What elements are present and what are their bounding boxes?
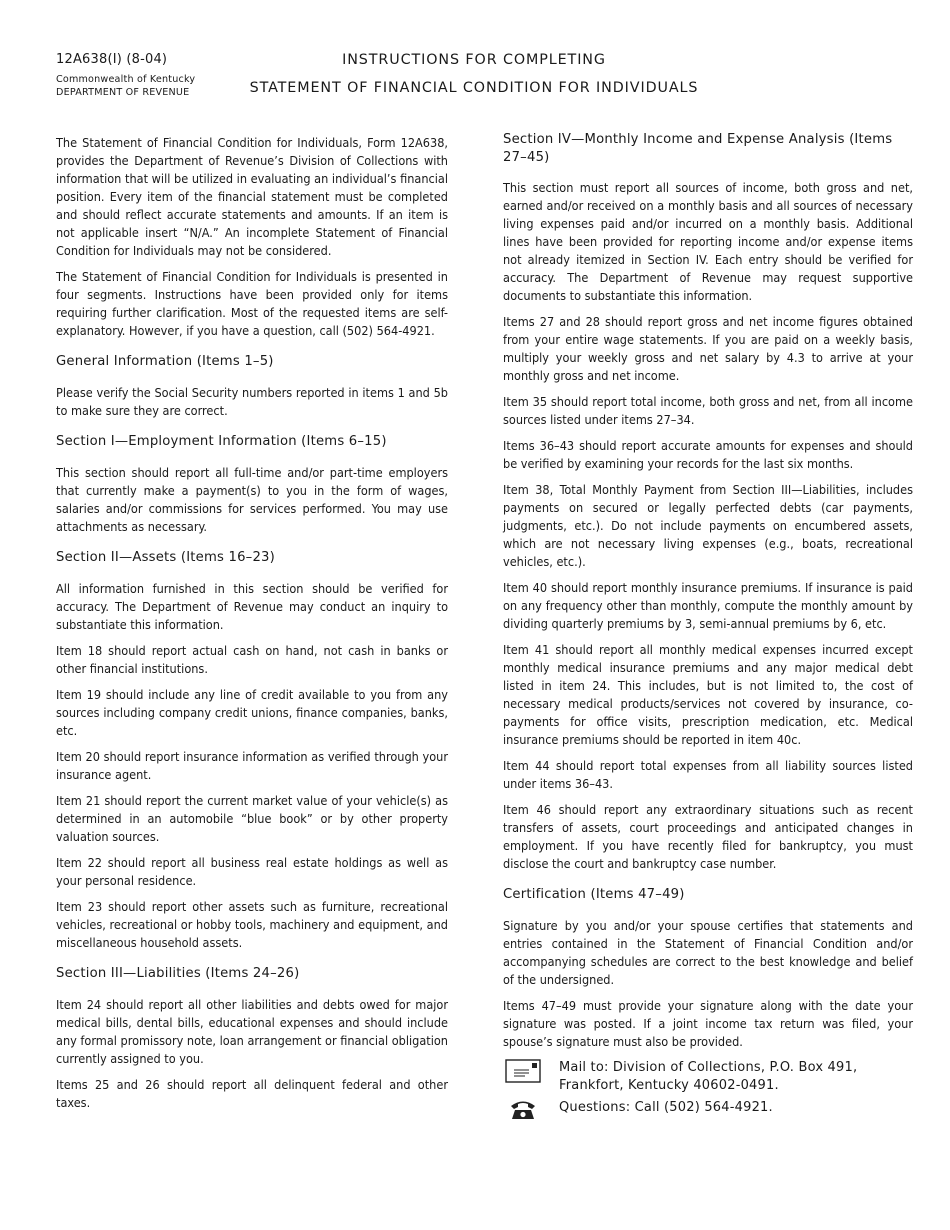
- intro-paragraph-2: The Statement of Financial Condition for Individuals is presented in four segments. Instructions have been provided only for items requiring further clarification. Most of the requested items are self-explanatory. However, if you have a question, call (502) 564-4921.: [56, 269, 448, 338]
- item-41-text: Item 41 should report all monthly medical expenses incurred except monthly medical insurance premiums and any major medical debt listed in item 24. This includes, but is not limited to, the cost of necessary medical products/services not covered by insurance, co-payments for office visits, prescription medication, etc. Medical insurance premiums should be reported in item 40c.: [503, 642, 913, 747]
- item-35-text: Item 35 should report total income, both gross and net, from all income sources listed under items 27–34.: [503, 394, 913, 427]
- page-title-line2: STATEMENT OF FINANCIAL CONDITION FOR INDIVIDUALS: [249, 80, 699, 96]
- mail-to-text: Mail to: Division of Collections, P.O. Box 491, Frankfort, Kentucky 40602-0491.: [559, 1060, 858, 1093]
- left-column: [56, 134, 448, 1120]
- form-header-left: [56, 52, 231, 99]
- item-46-text: Item 46 should report any extraordinary situations such as recent transfers of assets, court proceedings and anticipated changes in employment. If you have recently filed for bankruptcy, you must disclose the court and bankruptcy case number.: [503, 802, 913, 871]
- item-19-text: Item 19 should include any line of credit available to you from any sources including company credit unions, finance companies, banks, etc.: [56, 687, 448, 738]
- general-information-text: Please verify the Social Security numbers reported in items 1 and 5b to make sure they are correct.: [56, 385, 448, 418]
- mail-to-block: [503, 1059, 913, 1095]
- item-38-text: Item 38, Total Monthly Payment from Section III—Liabilities, includes payments on secured or legally perfected debts (car payments, judgments, etc.). Do not include payments on encumbered assets, which are not necessary living expenses (e.g., boats, recreational vehicles, etc.).: [503, 482, 913, 569]
- item-21-text: Item 21 should report the current market value of your vehicle(s) as determined in an automobile “blue book” or by other property valuation sources.: [56, 793, 448, 844]
- section-2-paragraph: All information furnished in this section should be verified for accuracy. The Department of Revenue may conduct an inquiry to substantiate this information.: [56, 581, 448, 632]
- general-information-heading: General Information (Items 1–5): [56, 354, 274, 369]
- item-20-text: Item 20 should report insurance information as verified through your insurance agent.: [56, 749, 448, 782]
- item-24-text: Item 24 should report all other liabilities and debts owed for major medical bills, dental bills, educational expenses and should include any formal promissory note, loan arrangement or financial obligation currently assigned to you.: [56, 997, 448, 1066]
- intro-paragraph-1: The Statement of Financial Condition for Individuals, Form 12A638, provides the Department of Revenue’s Division of Collections with information that will be utilized in evaluating an individual’s financial position. Every item of the financial statement must be completed and should reflect accurate statements and amounts. If an item is not applicable insert “N/A.” An incomplete Statement of Financial Condition for Individuals may not be considered.: [56, 135, 448, 258]
- items-25-26-text: Items 25 and 26 should report all delinquent federal and other taxes.: [56, 1077, 448, 1110]
- agency-department: DEPARTMENT OF REVENUE: [56, 87, 190, 98]
- right-column: [503, 131, 913, 1121]
- questions-block: [503, 1099, 913, 1121]
- agency-state: Commonwealth of Kentucky: [56, 74, 196, 85]
- certification-paragraph-1: Signature by you and/or your spouse certifies that statements and entries contained in the Statement of Financial Condition and/or accompanying schedules are correct to the best knowledge and belief of the undersigned.: [503, 918, 913, 987]
- item-22-text: Item 22 should report all business real estate holdings as well as your personal residence.: [56, 855, 448, 888]
- item-18-text: Item 18 should report actual cash on hand, not cash in banks or other financial institutions.: [56, 643, 448, 676]
- certification-paragraph-2: Items 47–49 must provide your signature along with the date your signature was posted. If a joint income tax return was filed, your spouse’s signature must also be provided.: [503, 998, 913, 1049]
- item-44-text: Item 44 should report total expenses from all liability sources listed under items 36–43.: [503, 758, 913, 791]
- item-40-text: Item 40 should report monthly insurance premiums. If insurance is paid on any frequency other than monthly, compute the monthly amount by dividing quarterly premiums by 3, semi-annual premiums by 6, etc.: [503, 580, 913, 631]
- section-1-heading: Section I—Employment Information (Items 6–15): [56, 434, 387, 449]
- page-title-line1: INSTRUCTIONS FOR COMPLETING: [342, 52, 606, 68]
- items-36-43-text: Items 36–43 should report accurate amounts for expenses and should be verified by examining your records for the last six months.: [503, 438, 913, 471]
- form-number: 12A638(I) (8-04): [56, 52, 168, 67]
- section-3-heading: Section III—Liabilities (Items 24–26): [56, 966, 300, 981]
- telephone-icon: [503, 1099, 543, 1121]
- questions-text: Questions: Call (502) 564-4921.: [559, 1100, 773, 1115]
- section-2-heading: Section II—Assets (Items 16–23): [56, 550, 275, 565]
- section-4-heading: Section IV—Monthly Income and Expense Analysis (Items 27–45): [503, 132, 893, 165]
- certification-heading: Certification (Items 47–49): [503, 887, 685, 902]
- section-1-text: This section should report all full-time and/or part-time employers that currently make a payment(s) to you in the form of wages, salaries and/or commissions for services performed. You may use attachments as necessary.: [56, 465, 448, 534]
- item-23-text: Item 23 should report other assets such as furniture, recreational vehicles, recreational or hobby tools, machinery and equipment, and miscellaneous household assets.: [56, 899, 448, 950]
- items-27-28-text: Items 27 and 28 should report gross and net income figures obtained from your entire wage statements. If you are paid on a weekly basis, multiply your weekly gross and net salary by 4.3 to arrive at your monthly gross and net income.: [503, 314, 913, 383]
- section-4-paragraph: This section must report all sources of income, both gross and net, earned and/or received on a monthly basis and all sources of necessary living expenses paid and/or incurred on a monthly basis. Additional lines have been provided for reporting income and/or expense items not already itemized in Section IV. Each entry should be verified for accuracy. The Department of Revenue may request supportive documents to substantiate this information.: [503, 180, 913, 303]
- envelope-icon: [503, 1059, 543, 1083]
